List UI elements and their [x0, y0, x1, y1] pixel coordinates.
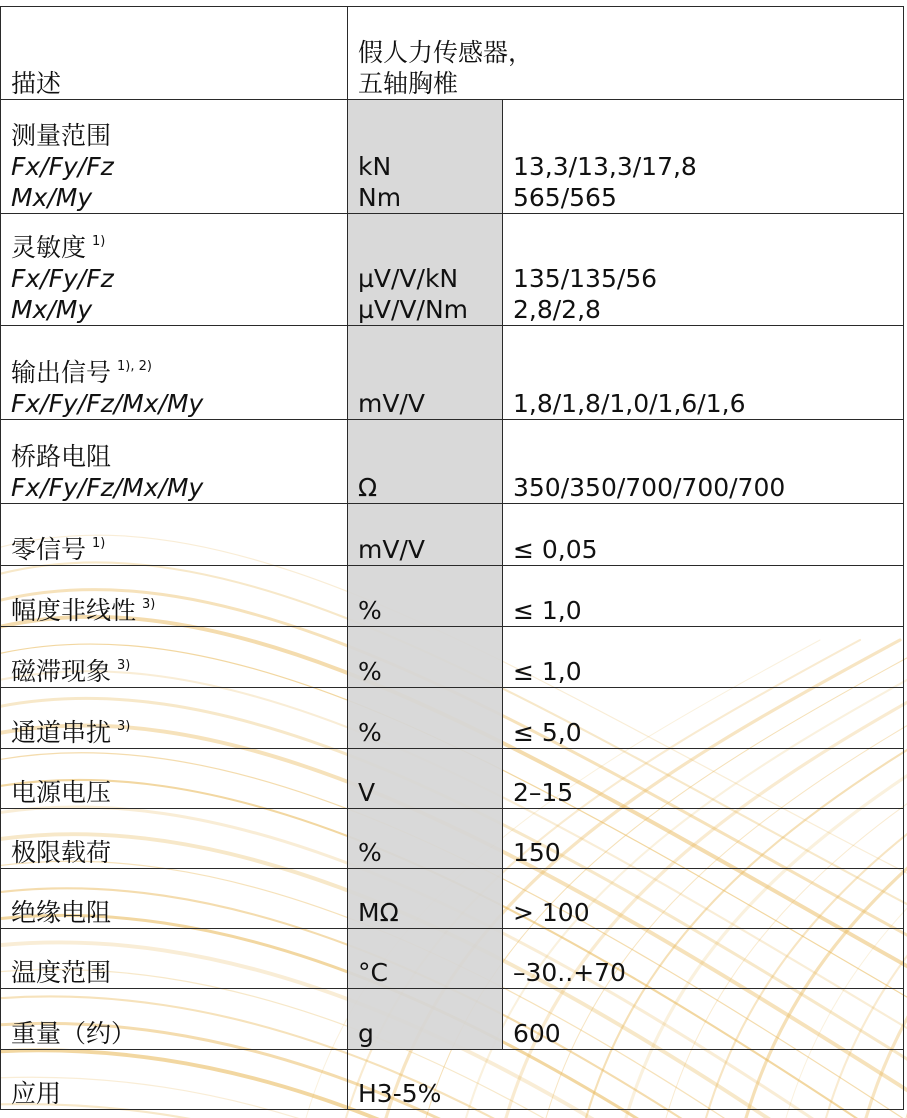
- footnote-ref: 3): [117, 658, 131, 673]
- unit-text: %: [358, 838, 382, 867]
- value-text: 565/565: [513, 183, 617, 212]
- value-text: 2–15: [513, 778, 574, 807]
- unit-text: %: [358, 596, 382, 625]
- value-cell: [503, 566, 904, 627]
- row-label-cell: [1, 869, 348, 929]
- unit-cell: [348, 100, 503, 214]
- table-row: [1, 688, 904, 749]
- footnote-ref: 1): [92, 234, 106, 249]
- table-row: [1, 929, 904, 989]
- unit-cell: [348, 688, 503, 749]
- footnote-ref: 3): [117, 719, 131, 734]
- value-text: 135/135/56: [513, 264, 658, 293]
- table-row-application: [1, 1050, 904, 1110]
- row-sublabel: Mx/My: [11, 183, 93, 212]
- value-cell: [503, 627, 904, 688]
- table-row-output-signal: [1, 326, 904, 420]
- value-cell: [503, 420, 904, 504]
- unit-text: %: [358, 657, 382, 686]
- spec-table: [0, 6, 904, 1110]
- unit-cell: [348, 566, 503, 627]
- row-label-cell: [1, 749, 348, 809]
- unit-cell: [348, 989, 503, 1050]
- unit-text: %: [358, 718, 382, 747]
- unit-cell: [348, 420, 503, 504]
- unit-text: Nm: [358, 183, 402, 212]
- row-label-cell: [1, 989, 348, 1050]
- unit-cell: [348, 929, 503, 989]
- row-label: 应用: [11, 1079, 62, 1108]
- value-cell: [503, 929, 904, 989]
- row-label-cell: [1, 1050, 348, 1110]
- unit-cell: [348, 749, 503, 809]
- row-label-cell: [1, 504, 348, 566]
- value-text: 2,8/2,8: [513, 295, 601, 324]
- value-cell: [503, 504, 904, 566]
- value-cell: [503, 749, 904, 809]
- row-label: 电源电压: [11, 778, 112, 807]
- row-label-cell: [1, 627, 348, 688]
- value-text: ≤ 1,0: [513, 596, 582, 625]
- row-label: 重量（约）: [11, 1019, 137, 1048]
- footnote-ref: 1), 2): [117, 359, 152, 374]
- row-label-cell: [1, 326, 348, 420]
- description-line-1: 假人力传感器，: [358, 38, 534, 67]
- value-cell: [503, 809, 904, 869]
- unit-text: Ω: [358, 473, 378, 502]
- table-row: [1, 566, 904, 627]
- row-label: 描述: [11, 69, 62, 98]
- unit-text: mV/V: [358, 535, 425, 564]
- unit-cell: [348, 214, 503, 326]
- unit-text: g: [358, 1019, 374, 1048]
- row-label-cell: [1, 688, 348, 749]
- table-row-measuring-range: [1, 100, 904, 214]
- unit-cell: [348, 627, 503, 688]
- unit-text: V: [358, 778, 376, 807]
- table-row-description: [1, 7, 904, 100]
- row-sublabel: Fx/Fy/Fz: [11, 152, 114, 181]
- value-cell: [503, 869, 904, 929]
- unit-text: µV/V/Nm: [358, 295, 469, 324]
- row-label-cell: [1, 7, 348, 100]
- row-label: 灵敏度: [11, 233, 87, 262]
- value-cell: [503, 100, 904, 214]
- value-text: –30..+70: [513, 958, 626, 987]
- value-text: 1,8/1,8/1,0/1,6/1,6: [513, 389, 746, 418]
- row-label-cell: [1, 929, 348, 989]
- row-label: 极限载荷: [11, 838, 112, 867]
- row-sublabel: Fx/Fy/Fz/Mx/My: [11, 389, 204, 418]
- unit-text: °C: [358, 958, 388, 987]
- value-text: ≤ 0,05: [513, 535, 598, 564]
- value-text: 150: [513, 838, 561, 867]
- value-cell: [503, 326, 904, 420]
- value-text: H3-5%: [358, 1079, 442, 1108]
- simple-rows-body: [1, 504, 904, 1050]
- row-label: 温度范围: [11, 958, 112, 987]
- value-text: 13,3/13,3/17,8: [513, 152, 697, 181]
- row-sublabel: Mx/My: [11, 295, 93, 324]
- row-label: 幅度非线性: [11, 596, 137, 625]
- row-label: 桥路电阻: [11, 442, 112, 471]
- table-row: [1, 869, 904, 929]
- unit-text: µV/V/kN: [358, 264, 459, 293]
- row-sublabel: Fx/Fy/Fz/Mx/My: [11, 473, 204, 502]
- table-row: [1, 749, 904, 809]
- row-label: 磁滞现象: [11, 657, 112, 686]
- row-label: 输出信号: [11, 358, 112, 387]
- row-label: 零信号: [11, 535, 87, 564]
- unit-cell: [348, 809, 503, 869]
- value-cell: [503, 688, 904, 749]
- table-row: [1, 627, 904, 688]
- footnote-ref: 3): [142, 597, 156, 612]
- unit-cell: [348, 504, 503, 566]
- table-row-bridge-resistance: [1, 420, 904, 504]
- unit-text: MΩ: [358, 898, 399, 927]
- row-label-cell: [1, 214, 348, 326]
- value-cell: [503, 989, 904, 1050]
- row-label-cell: [1, 809, 348, 869]
- unit-text: kN: [358, 152, 392, 181]
- value-text: 350/350/700/700/700: [513, 473, 786, 502]
- table-row-sensitivity: [1, 214, 904, 326]
- unit-text: mV/V: [358, 389, 425, 418]
- table-row: [1, 809, 904, 869]
- unit-cell: [348, 326, 503, 420]
- table-row: [1, 989, 904, 1050]
- row-label-cell: [1, 420, 348, 504]
- unit-cell: [348, 869, 503, 929]
- value-cell: [348, 1050, 904, 1110]
- row-label-cell: [1, 100, 348, 214]
- value-cell: [503, 214, 904, 326]
- value-text: ≤ 1,0: [513, 657, 582, 686]
- footnote-ref: 1): [92, 536, 106, 551]
- table-row: [1, 504, 904, 566]
- value-text: > 100: [513, 898, 590, 927]
- row-sublabel: Fx/Fy/Fz: [11, 264, 114, 293]
- row-label-cell: [1, 566, 348, 627]
- row-label: 绝缘电阻: [11, 898, 112, 927]
- description-line-2: 五轴胸椎: [358, 69, 459, 98]
- row-label: 测量范围: [11, 121, 112, 150]
- description-value-cell: [348, 7, 904, 100]
- value-text: ≤ 5,0: [513, 718, 582, 747]
- row-label: 通道串扰: [11, 718, 112, 747]
- value-text: 600: [513, 1019, 561, 1048]
